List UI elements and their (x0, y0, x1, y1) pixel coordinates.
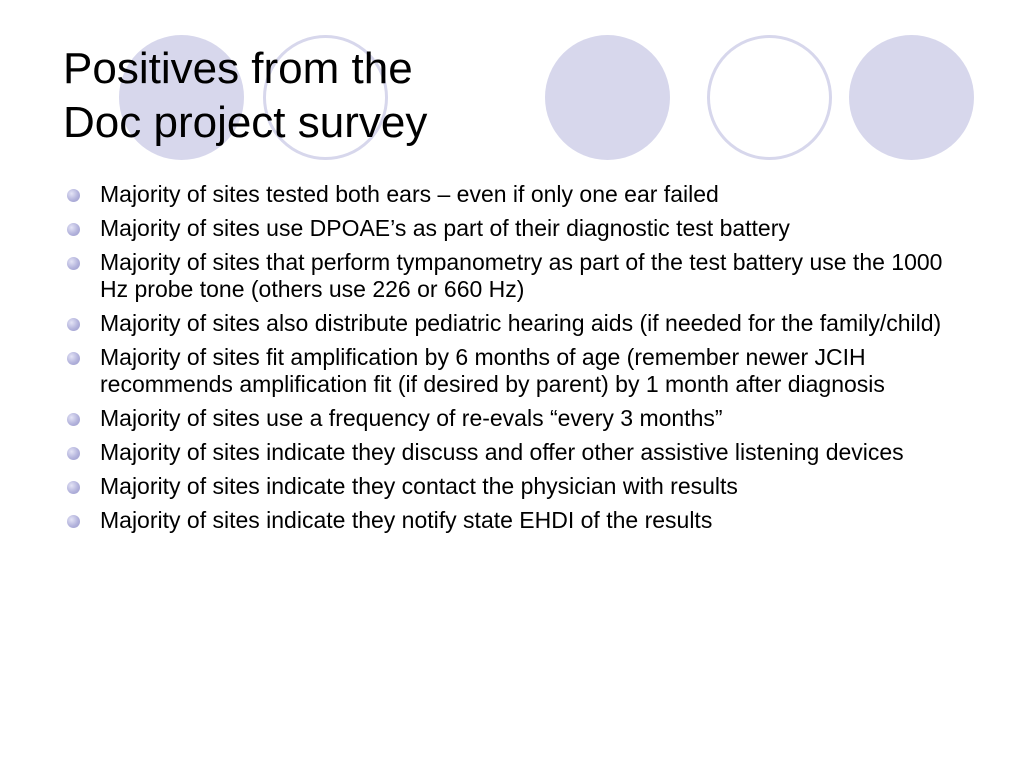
bullet-text: Majority of sites that perform tympanometry as part of the test battery use the 1000 Hz probe tone (others use 226 or 660 Hz) (100, 249, 943, 302)
slide-title-line: Doc project survey (63, 98, 428, 147)
circle-decoration-icon (545, 35, 670, 160)
bullet-text: Majority of sites indicate they notify state EHDI of the results (100, 507, 713, 533)
circle-bullet-icon (67, 189, 80, 202)
bullet-item (66, 405, 966, 432)
circle-bullet-icon (67, 318, 80, 331)
bullet-item (66, 473, 966, 500)
slide-title (63, 42, 427, 150)
circle-bullet-icon (67, 352, 80, 365)
slide-title-line: Positives from the (63, 44, 413, 93)
bullet-text: Majority of sites fit amplification by 6 months of age (remember newer JCIH recommends amplification fit (if desired by parent) by 1 month after diagnosis (100, 344, 885, 397)
circle-decoration-icon (707, 35, 832, 160)
bullet-item (66, 215, 966, 242)
circle-bullet-icon (67, 447, 80, 460)
bullet-item (66, 507, 966, 534)
bullet-item (66, 344, 966, 398)
bullet-text: Majority of sites indicate they discuss and offer other assistive listening devices (100, 439, 904, 465)
circle-bullet-icon (67, 481, 80, 494)
bullet-text: Majority of sites tested both ears – even if only one ear failed (100, 181, 719, 207)
circle-bullet-icon (67, 413, 80, 426)
bullet-item (66, 439, 966, 466)
bullet-text: Majority of sites indicate they contact the physician with results (100, 473, 738, 499)
circle-bullet-icon (67, 515, 80, 528)
circle-bullet-icon (67, 257, 80, 270)
bullet-text: Majority of sites also distribute pediatric hearing aids (if needed for the family/child) (100, 310, 942, 336)
bullet-item (66, 181, 966, 208)
bullet-text: Majority of sites use a frequency of re-evals “every 3 months” (100, 405, 723, 431)
circle-decoration-icon (849, 35, 974, 160)
circle-bullet-icon (67, 223, 80, 236)
bullet-item (66, 310, 966, 337)
bullet-list (66, 181, 966, 541)
bullet-item (66, 249, 966, 303)
bullet-text: Majority of sites use DPOAE’s as part of their diagnostic test battery (100, 215, 790, 241)
